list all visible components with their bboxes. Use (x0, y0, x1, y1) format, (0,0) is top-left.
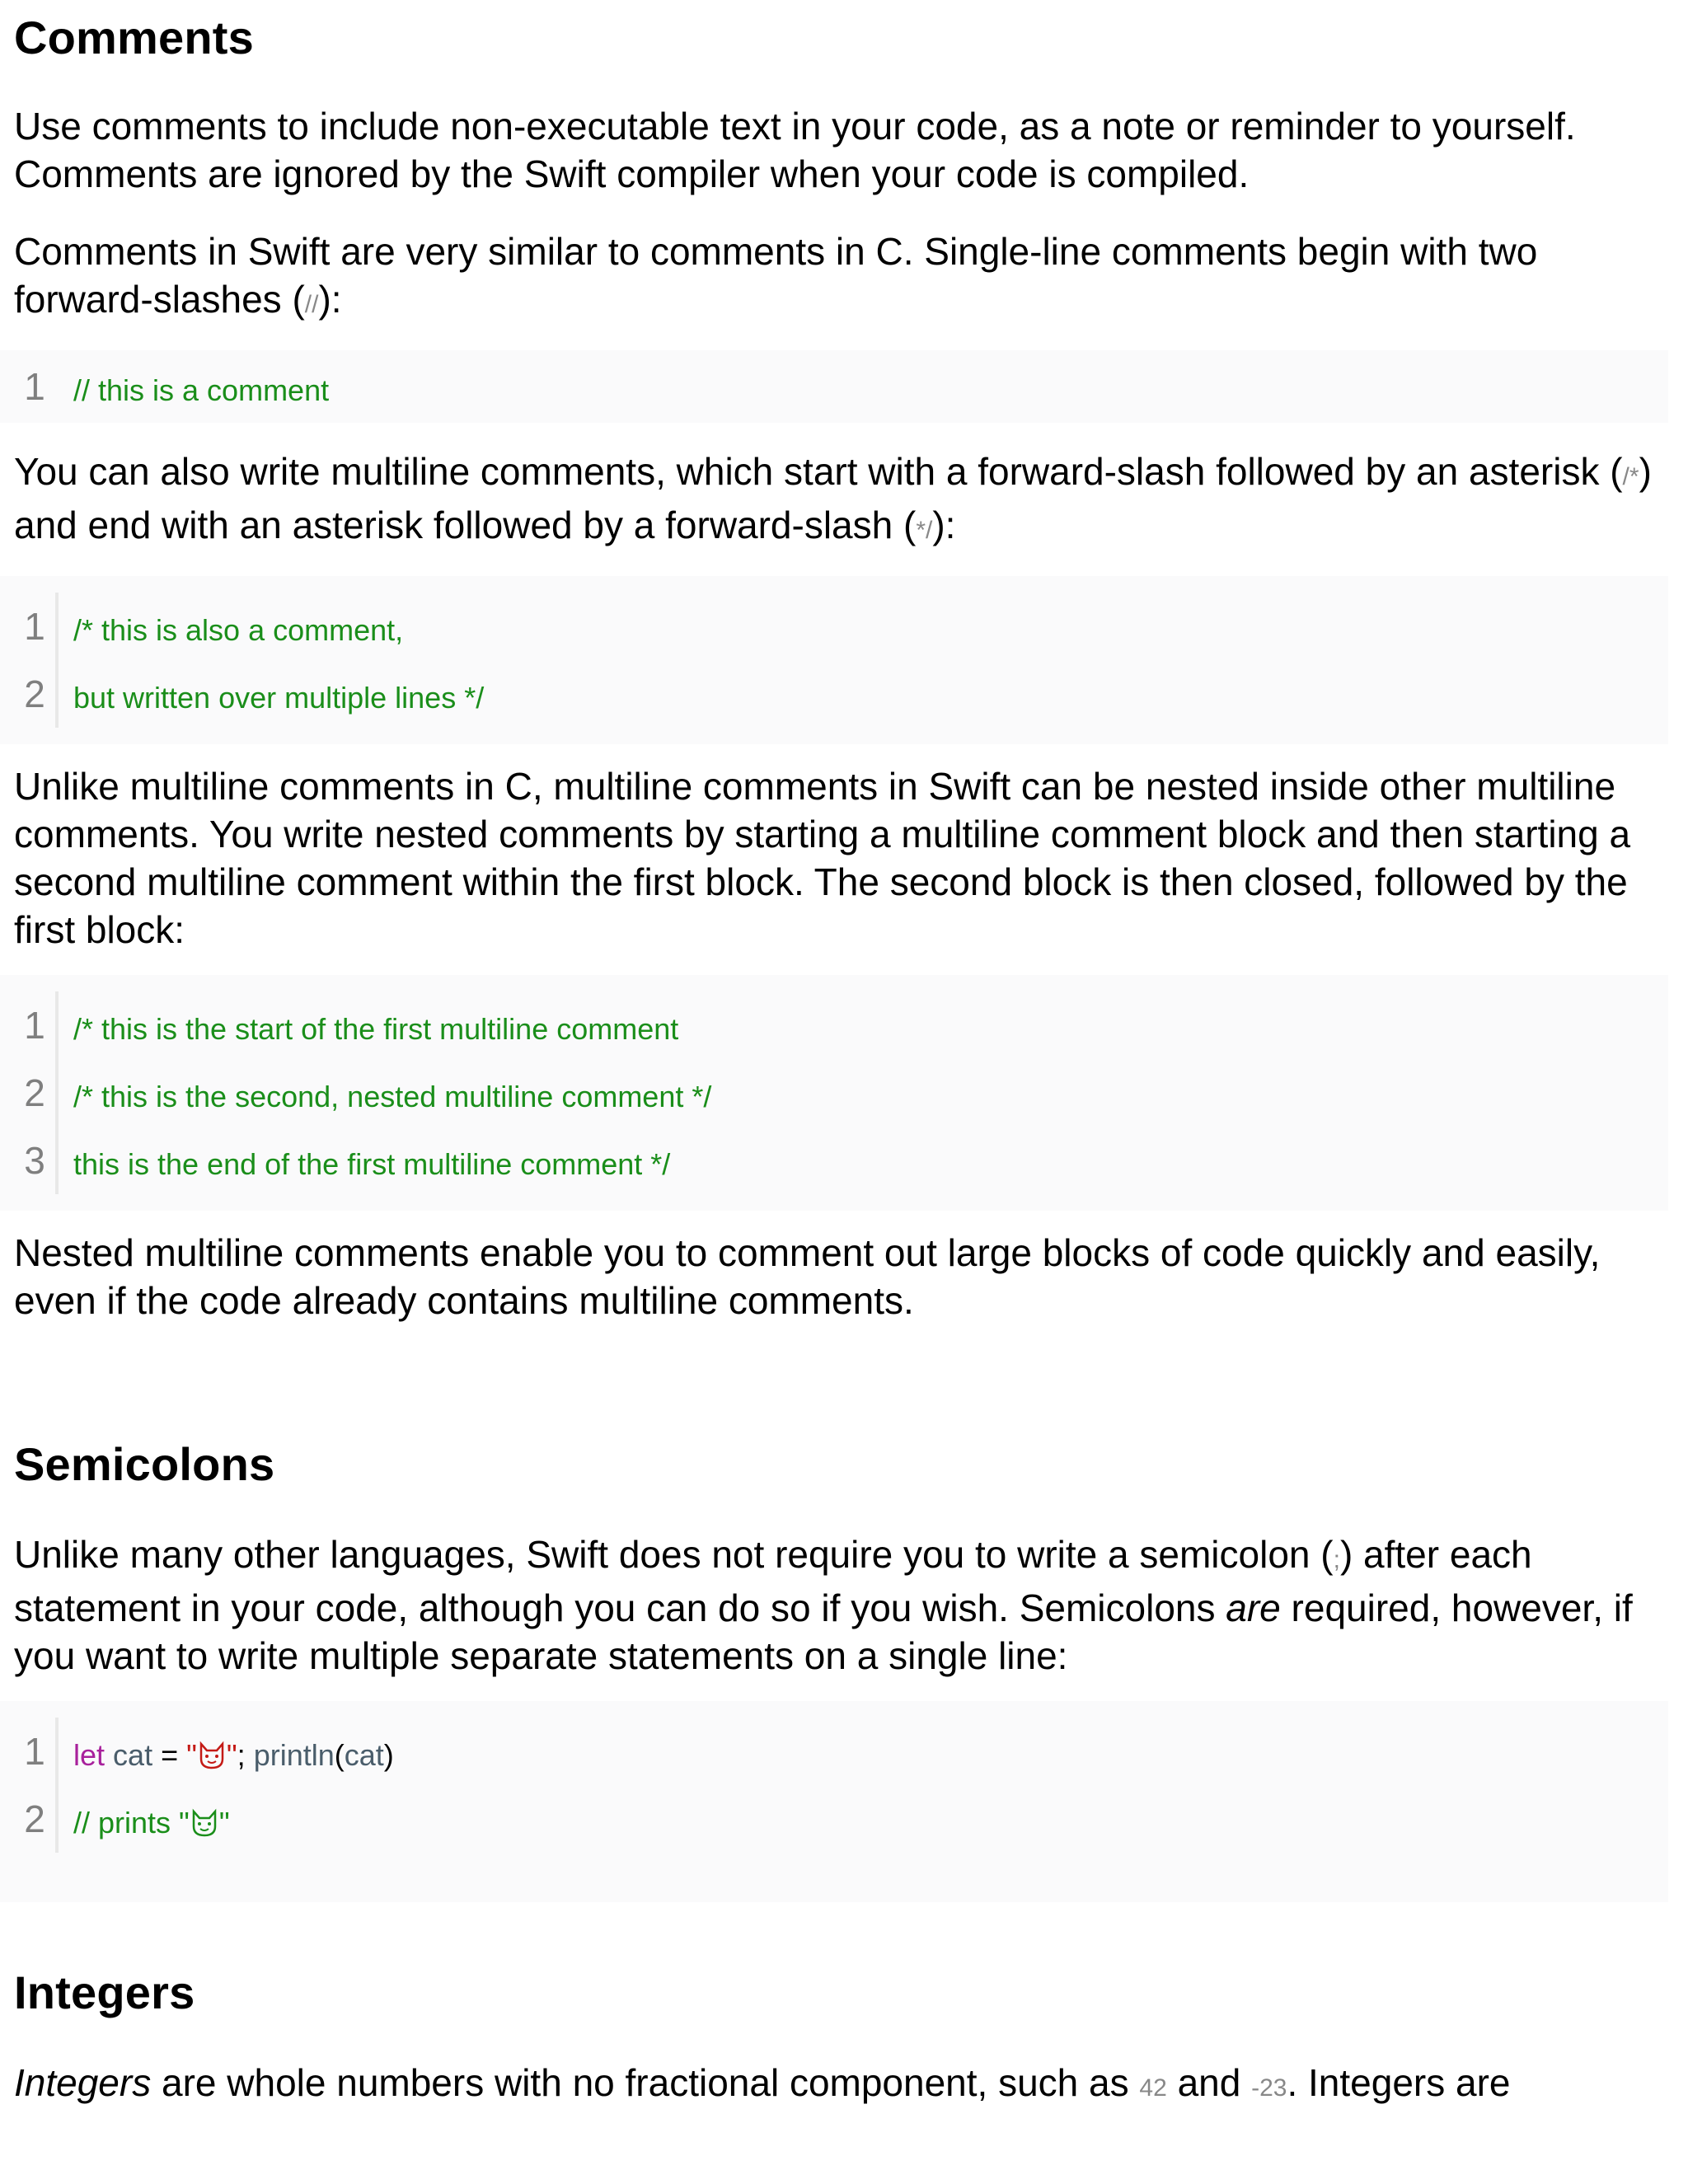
text-span: ) and end with an asterisk followed by a forward-slash ( (14, 450, 1652, 546)
code-text: but written over multiple lines */ (73, 681, 485, 715)
inline-code: -23 (1251, 2074, 1287, 2102)
cat-face-icon (190, 1808, 219, 1838)
text-span: ): (318, 278, 342, 321)
code-line (14, 1059, 1668, 1127)
comments-paragraph-2 (14, 227, 1674, 329)
emphasis: are (1226, 1586, 1281, 1629)
function-println: println (253, 1738, 335, 1772)
code-text: // this is a comment (73, 373, 330, 407)
cat-face-icon (197, 1741, 227, 1770)
line-number: 2 (14, 1059, 59, 1127)
string-quote-open: " (186, 1738, 197, 1772)
text-span: ): (932, 504, 956, 546)
code-line (14, 1127, 1668, 1194)
comments-paragraph-3 (14, 448, 1674, 555)
section-heading-integers: Integers (14, 1966, 195, 2018)
text-span: ) after each statement in your code, although you can do so if you wish. Semicolons (14, 1533, 1532, 1629)
line-number: 2 (14, 660, 59, 728)
code-text: /* this is also a comment, (73, 613, 404, 647)
identifier-cat: cat (113, 1738, 153, 1772)
text-span: are whole numbers with no fractional component, such as (151, 2061, 1140, 2104)
code-line (14, 991, 1668, 1059)
operator-equals: = (152, 1738, 187, 1772)
semicolons-paragraph-1 (14, 1530, 1674, 1680)
line-number: 1 (14, 991, 59, 1059)
text-span: required, however, if you want to write multiple separate statements on a single line: (14, 1586, 1633, 1677)
inline-code: 42 (1139, 2074, 1167, 2102)
code-line (14, 362, 1668, 411)
line-number: 1 (14, 1718, 59, 1785)
comment-text: // prints " (73, 1806, 190, 1840)
comments-paragraph-4: Unlike multiline comments in C, multiline comments in Swift can be nested inside other multiline comments. You write nested comments by starting a multiline comment block and then starting a second multiline comment within the first block. The second block is then closed, followed by the first block: (14, 765, 1631, 951)
line-number: 1 (14, 593, 59, 660)
code-line (14, 593, 1668, 660)
code-text (59, 1785, 230, 1853)
keyword-let: let (73, 1738, 106, 1772)
code-block-single-line-comment (0, 350, 1668, 423)
inline-code: ; (1333, 1546, 1340, 1573)
code-line (14, 660, 1668, 728)
inline-code: // (304, 291, 319, 318)
text-span: You can also write multiline comments, which start with a forward-slash followed by an asterisk ( (14, 450, 1623, 493)
line-number: 1 (24, 365, 45, 408)
section-heading-comments: Comments (14, 12, 254, 63)
code-text: /* this is the start of the first multiline comment (73, 1012, 679, 1046)
argument-cat: cat (344, 1738, 384, 1772)
comment-text: " (218, 1806, 230, 1840)
code-text: this is the end of the first multiline comment */ (73, 1147, 671, 1181)
semicolon: ; (237, 1738, 254, 1772)
code-line (14, 1718, 1668, 1785)
paren-open: ( (334, 1738, 345, 1772)
text-span: and (1166, 2061, 1252, 2104)
code-block-semicolons (0, 1701, 1668, 1902)
code-block-nested-comment (0, 975, 1668, 1211)
inline-code: /* (1622, 463, 1639, 490)
paren-close: ) (383, 1738, 394, 1772)
text-span: Comments in Swift are very similar to comments in C. Single-line comments begin with two forward-slashes ( (14, 230, 1538, 321)
line-number: 3 (14, 1127, 59, 1194)
code-text (59, 1718, 394, 1785)
code-line (14, 1785, 1668, 1853)
comments-paragraph-1: Use comments to include non-executable text in your code, as a note or reminder to yourself. Comments are ignored by the Swift compiler when your code is compiled. (14, 105, 1576, 195)
text-span: Unlike many other languages, Swift does not require you to write a semicolon ( (14, 1533, 1334, 1576)
code-text: /* this is the second, nested multiline comment */ (73, 1080, 712, 1113)
text-span: . Integers are (1287, 2061, 1511, 2104)
section-heading-semicolons: Semicolons (14, 1438, 275, 1490)
comments-paragraph-5: Nested multiline comments enable you to comment out large blocks of code quickly and easily, even if the code already contains multiline comments. (14, 1231, 1601, 1322)
inline-code: */ (916, 517, 933, 544)
emphasis: Integers (14, 2061, 152, 2104)
line-number: 2 (14, 1785, 59, 1853)
code-block-multiline-comment (0, 576, 1668, 744)
string-quote-close: " (226, 1738, 237, 1772)
integers-paragraph-1 (14, 2059, 1674, 2112)
